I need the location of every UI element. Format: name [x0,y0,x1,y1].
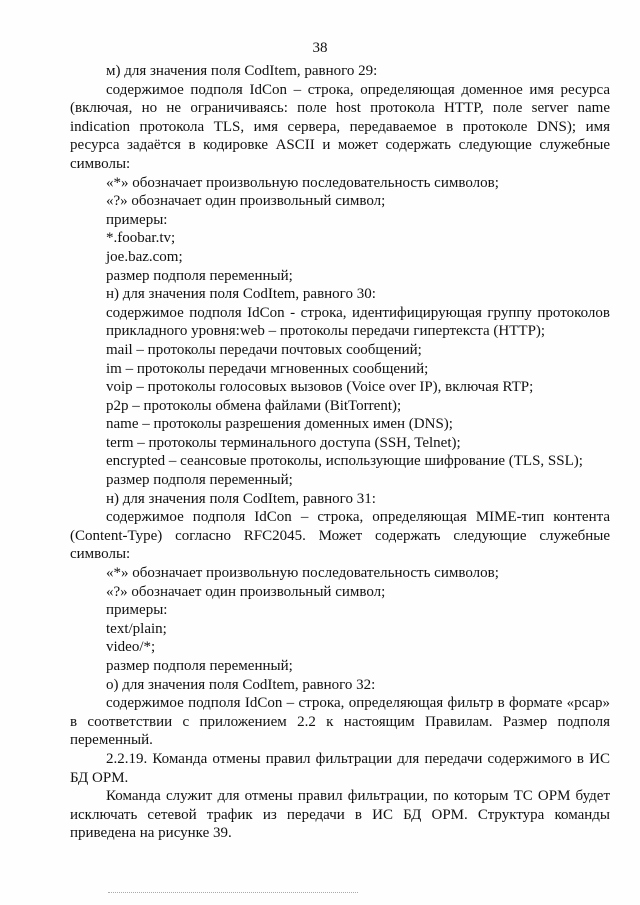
text-line: размер подполя переменный; [106,658,293,674]
text-line: размер подполя переменный; [106,267,293,284]
text-line: примеры: [106,211,168,228]
text-line: содержимое подполя IdCon – строка, определяющая доменное имя ресурса [106,81,610,98]
text-line: video/*; [106,639,156,656]
text-line: н) для значения поля CodItem, равного 31: [106,490,376,507]
text-line: м) для значения поля CodItem, равного 29: [106,63,378,79]
scan-artifact-line [108,892,358,894]
text-line: «?» обозначает один произвольный символ; [106,583,386,600]
text-line: (Content-Type) согласно RFC2045. Может содержать следующие служебные [70,527,610,544]
text-line: содержимое подполя IdCon – строка, определяющая MIME-тип контента [106,509,610,526]
text-line: joe.baz.com; [106,248,183,265]
text-line: mail – протоколы передачи почтовых сообщений; [106,341,422,358]
text-line: «*» обозначает произвольную последовательность символов; [106,565,499,582]
text-line: размер подполя переменный; [106,472,293,489]
text-line: прикладного уровня:web – протоколы передачи гипертекста (HTTP); [106,323,546,340]
text-line: im – протоколы передачи мгновенных сообщений; [106,360,429,377]
text-line: содержимое подполя IdCon – строка, определяющая фильтр в формате «pcap» [106,695,610,712]
text-line: voip – протоколы голосовых вызовов (Voice over IP), включая RTP; [106,379,534,396]
page-body [70,62,610,843]
text-line: переменный. [70,732,153,749]
text-line: indication протокола TLS, имя сервера, передаваемое в протоколе DNS); имя [70,118,610,135]
text-line: содержимое подполя IdCon - строка, идентифицирующая группу протоколов [106,304,610,321]
text-line: в соответствии с приложением 2.2 к настоящим Правилам. Размер подполя [70,713,610,730]
page-number: 38 [312,40,328,56]
text-line: символы: [70,155,131,172]
text-line: примеры: [106,602,168,619]
text-line: p2p – протоколы обмена файлами (BitTorrent); [106,397,402,414]
text-line: name – протоколы разрешения доменных имен (DNS); [106,416,453,433]
text-line: *.foobar.tv; [106,230,176,247]
text-line: term – протоколы терминального доступа (SSH, Telnet); [106,434,461,451]
text-line: Команда служит для отмены правил фильтрации, по которым ТС ОРМ будет [106,788,610,805]
text-line: приведена на рисунке 39. [70,825,232,842]
text-line: н) для значения поля CodItem, равного 30: [106,286,376,303]
text-line: 2.2.19. Команда отмены правил фильтрации для передачи содержимого в ИС [106,750,610,767]
text-line: БД ОРМ. [70,769,129,786]
text-line: символы: [70,546,131,563]
text-line: «?» обозначает один произвольный символ; [106,193,386,210]
text-line: encrypted – сеансовые протоколы, использующие шифрование (TLS, SSL); [106,453,583,470]
text-line: исключать сетевой трафик из передачи в ИС БД ОРМ. Структура команды [70,806,610,823]
text-line: text/plain; [106,620,167,637]
text-line: «*» обозначает произвольную последовательность символов; [106,174,499,191]
text-line: (включая, но не ограничиваясь: поле host протокола HTTP, поле server name [70,100,610,117]
text-line: ресурса задаётся в кодировке ASCII и может содержать следующие служебные [70,137,610,154]
text-line: о) для значения поля CodItem, равного 32: [106,676,376,693]
